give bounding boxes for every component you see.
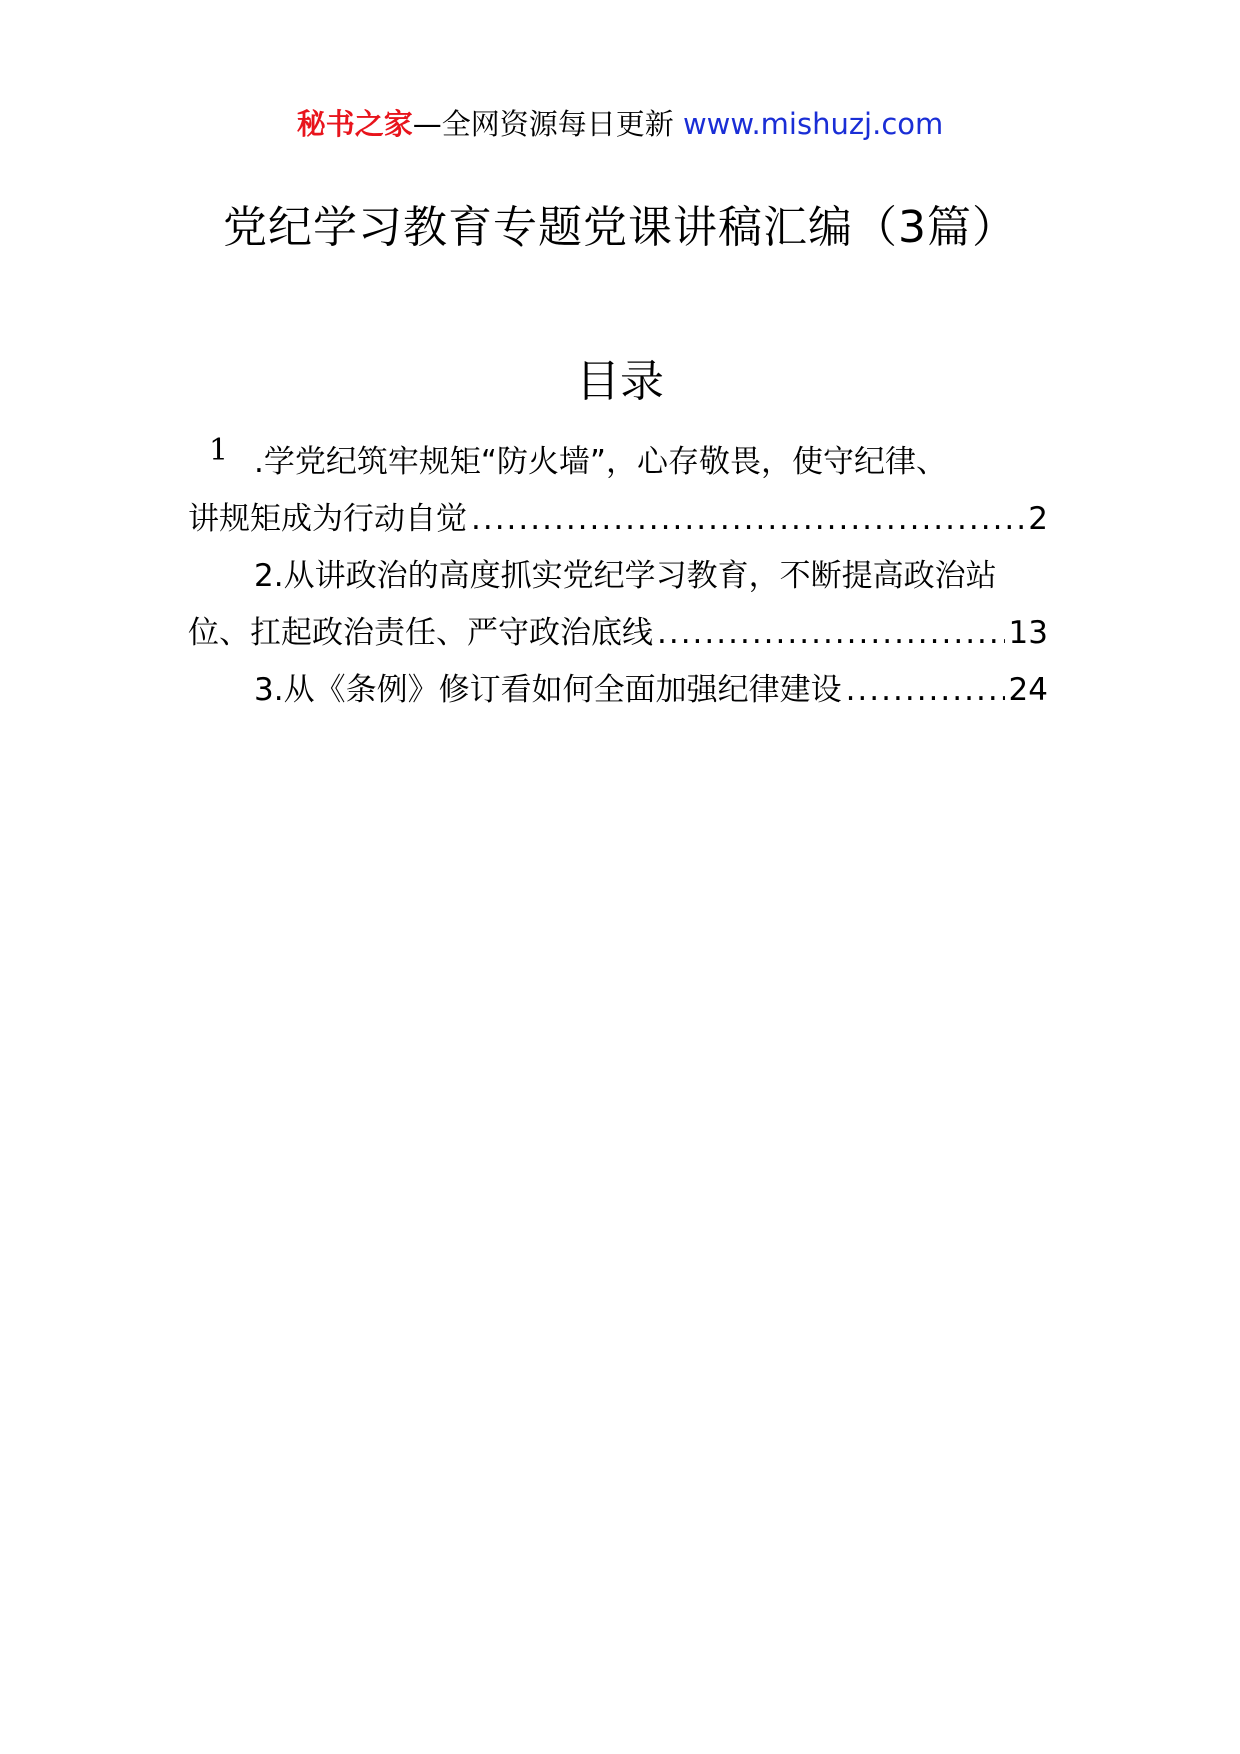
toc-entry-2-text-first: 2.从讲政治的高度抓实党纪学习教育，不断提高政治站: [254, 558, 997, 594]
site-url-link[interactable]: www.mishuzj.com: [682, 107, 944, 141]
toc-entry-3-line-1[interactable]: [188, 665, 1048, 715]
toc-item-number-marker: 1: [209, 433, 229, 468]
toc-entry-1-line-1[interactable]: [188, 437, 1048, 487]
site-header: [0, 104, 1240, 144]
toc-entry-1-text-first: .学党纪筑牢规矩“防火墙”，心存敬畏，使守纪律、: [254, 444, 947, 480]
toc-entry-2-line-1[interactable]: [188, 551, 1048, 601]
toc-entry-1-leader: [471, 494, 1024, 544]
toc-entry-3-page-number: 24: [1008, 672, 1048, 708]
header-tagline: —全网资源每日更新: [412, 107, 674, 141]
toc-entry-3-leader: [846, 665, 1005, 715]
toc-entry-2-text-second: 位、扛起政治责任、严守政治底线: [188, 615, 653, 651]
toc-entry-1-text-second: 讲规矩成为行动自觉: [188, 501, 467, 537]
toc-entry-1-page-number: 2: [1028, 501, 1048, 537]
document-title: 党纪学习教育专题党课讲稿汇编（3篇）: [223, 202, 1017, 253]
toc-entry-1-line-2[interactable]: [188, 494, 1048, 544]
toc-entry-2-page-number: 13: [1008, 615, 1048, 651]
toc-heading: 目录: [576, 356, 664, 407]
toc-entry-2-line-2[interactable]: [188, 608, 1048, 658]
toc-entry-3-text: 3.从《条例》修订看如何全面加强纪律建设: [254, 672, 842, 708]
brand-name: 秘书之家: [296, 107, 413, 141]
toc-entry-2-leader: [657, 608, 1005, 658]
